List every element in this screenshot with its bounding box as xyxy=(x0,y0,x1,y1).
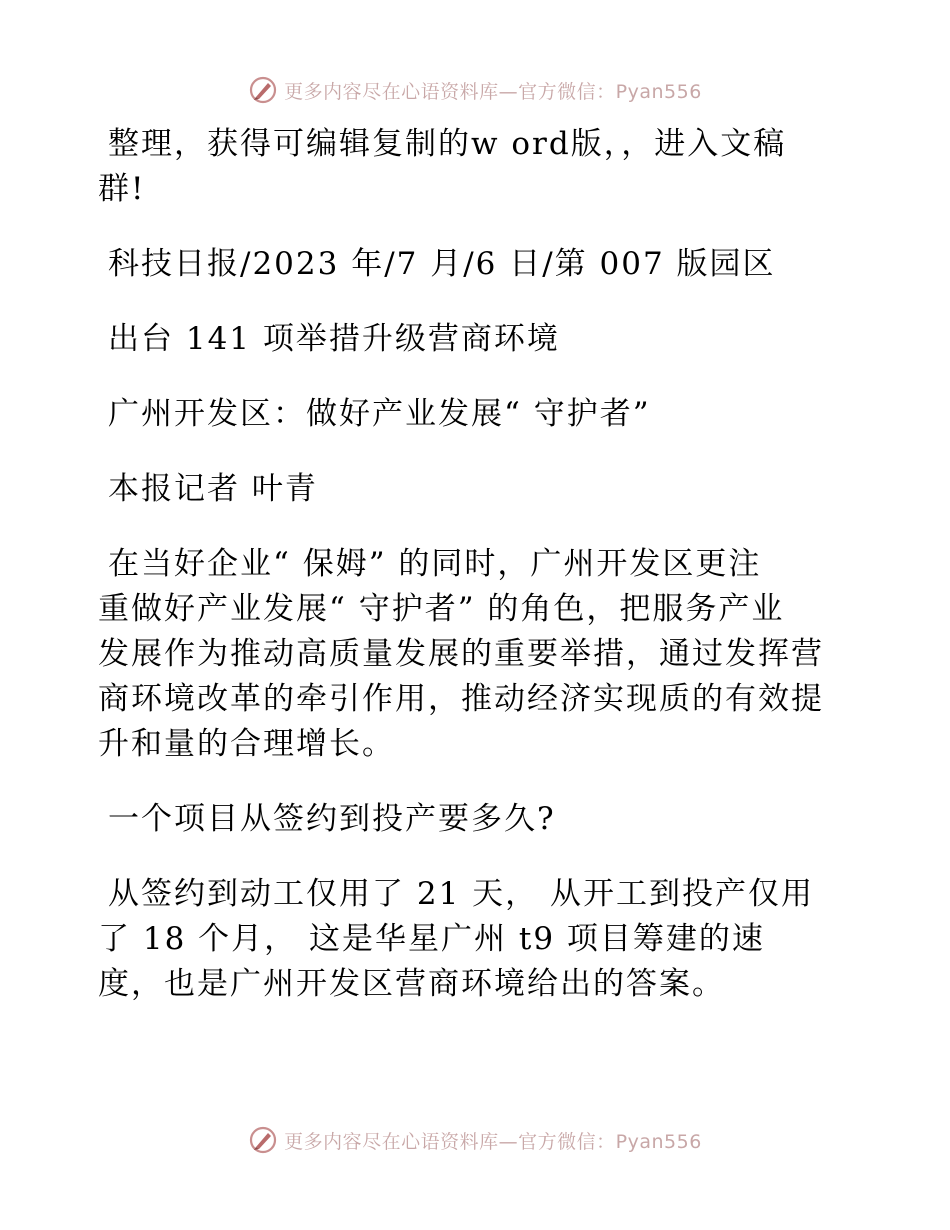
header-watermark-banner xyxy=(0,70,950,110)
pen-seal-icon xyxy=(248,75,278,105)
paragraph-1-line-3: 发展作为推动高质量发展的重要举措，通过发挥营 xyxy=(98,636,824,672)
byline: 本报记者 叶青 xyxy=(108,471,318,507)
paragraph-2-line-2: 了 18 个月， 这是华星广州 t9 项目筹建的速 xyxy=(98,921,765,957)
intro-line-2: 群! xyxy=(98,171,146,207)
paragraph-2-line-3: 度，也是广州开发区营商环境给出的答案。 xyxy=(98,966,725,1002)
paragraph-1 xyxy=(98,542,858,767)
paragraph-2 xyxy=(98,872,858,1007)
paragraph-2-line-1: 从签约到动工仅用了 21 天， 从开工到投产仅用 xyxy=(108,876,815,912)
paragraph-1-line-4: 商环境改革的牵引作用，推动经济实现质的有效提 xyxy=(98,681,824,717)
footer-banner-text: 更多内容尽在心语资料库—官方微信：Pyan556 xyxy=(284,1130,702,1153)
paragraph-1-line-1: 在当好企业“ 保姆” 的同时，广州开发区更注 xyxy=(108,546,762,582)
paragraph-1-line-2: 重做好产业发展“ 守护者” 的角色，把服务产业 xyxy=(98,591,785,627)
question-line: 一个项目从签约到投产要多久? xyxy=(108,801,556,837)
source-line: 科技日报/2023 年/7 月/6 日/第 007 版园区 xyxy=(108,246,776,282)
header-banner-text: 更多内容尽在心语资料库—官方微信：Pyan556 xyxy=(284,80,702,103)
intro-line-1: 整理，获得可编辑复制的w ord版，，进入文稿 xyxy=(108,126,787,162)
pen-seal-icon xyxy=(248,1125,278,1155)
footer-watermark-banner xyxy=(0,1120,950,1160)
paragraph-1-line-5: 升和量的合理增长。 xyxy=(98,726,395,762)
article-headline: 出台 141 项举措升级营商环境 xyxy=(108,321,560,357)
article-subheadline: 广州开发区：做好产业发展“ 守护者” xyxy=(108,396,651,432)
document-body xyxy=(98,122,858,1007)
